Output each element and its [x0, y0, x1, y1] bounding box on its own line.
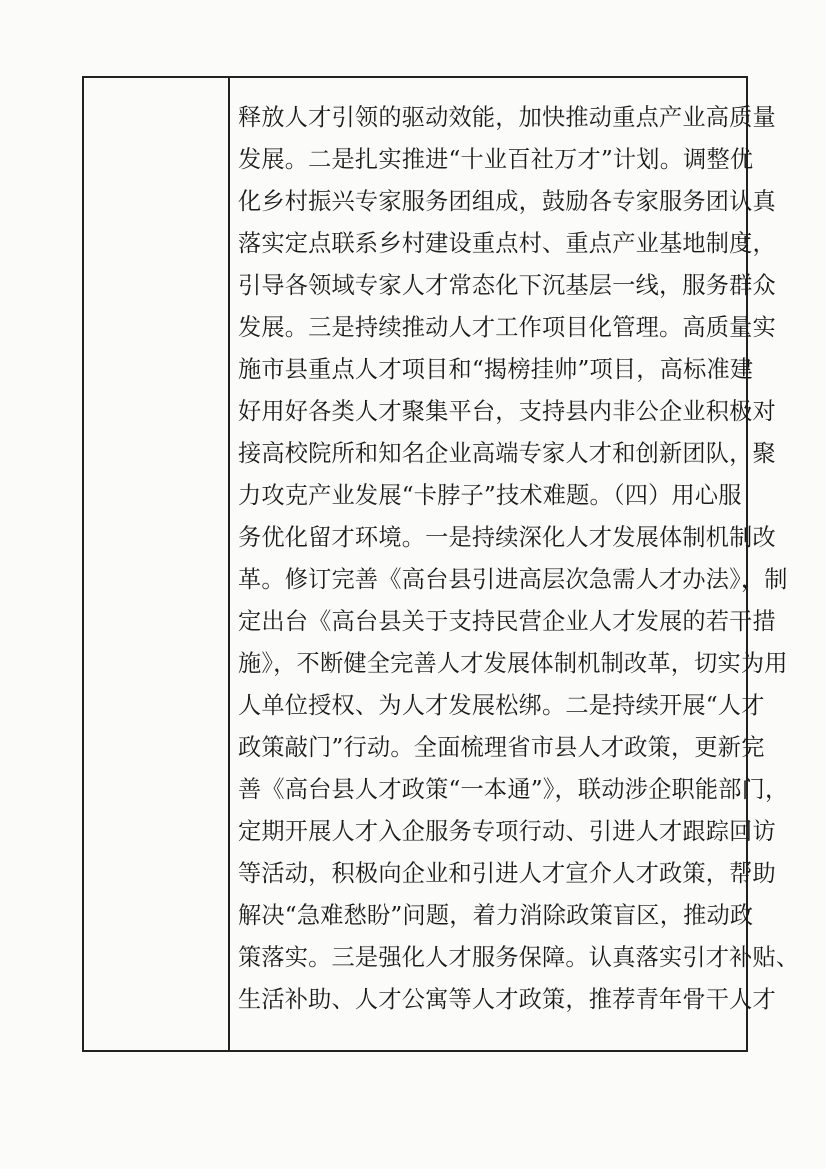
content-cell: [230, 78, 800, 1050]
text-line: 发展。二是扎实推进“十业百社万才”计划。调整优: [238, 146, 754, 173]
text-line: 落实定点联系乡村建设重点村、重点产业基地制度，: [238, 230, 776, 257]
text-line: 施市县重点人才项目和“揭榜挂帅”项目，高标准建: [238, 356, 754, 383]
text-line: 发展。三是持续推动人才工作项目化管理。高质量实: [238, 314, 776, 341]
text-line: 好用好各类人才聚集平台，支持县内非公企业积极对: [238, 398, 776, 425]
text-line: 生活补助、人才公寓等人才政策，推荐青年骨干人才: [238, 986, 776, 1013]
text-line: 等活动，积极向企业和引进人才宣介人才政策，帮助: [238, 860, 776, 887]
text-line: 解决“急难愁盼”问题，着力消除政策盲区，推动政: [238, 902, 754, 929]
text-line: 定出台《高台县关于支持民营企业人才发展的若干措: [238, 608, 776, 635]
text-line: 善《高台县人才政策“一本通”》，联动涉企职能部门，: [238, 776, 789, 803]
text-line: 策落实。三是强化人才服务保障。认真落实引才补贴、: [238, 944, 800, 971]
label-cell: [84, 78, 230, 1050]
table-frame: [82, 76, 800, 1052]
text-line: 人单位授权、为人才发展松绑。二是持续开展“人才: [238, 692, 765, 719]
text-line: 引导各领域专家人才常态化下沉基层一线，服务群众: [238, 272, 776, 299]
text-line: 接高校院所和知名企业高端专家人才和创新团队，聚: [238, 440, 776, 467]
text-line: 务优化留才环境。一是持续深化人才发展体制机制改: [238, 524, 776, 551]
text-line: 革。修订完善《高台县引进高层次急需人才办法》，制: [238, 566, 788, 593]
text-line: 政策敲门”行动。全面梳理省市县人才政策，更新完: [238, 734, 765, 761]
text-line: 力攻克产业发展“卡脖子”技术难题。（四）用心服: [238, 482, 742, 509]
text-line: 定期开展人才入企服务专项行动、引进人才跟踪回访: [238, 818, 776, 845]
text-line: 施》，不断健全完善人才发展体制机制改革，切实为用: [238, 650, 788, 677]
text-line: 化乡村振兴专家服务团组成，鼓励各专家服务团认真: [238, 188, 776, 215]
text-line: 释放人才引领的驱动效能，加快推动重点产业高质量: [238, 104, 776, 131]
